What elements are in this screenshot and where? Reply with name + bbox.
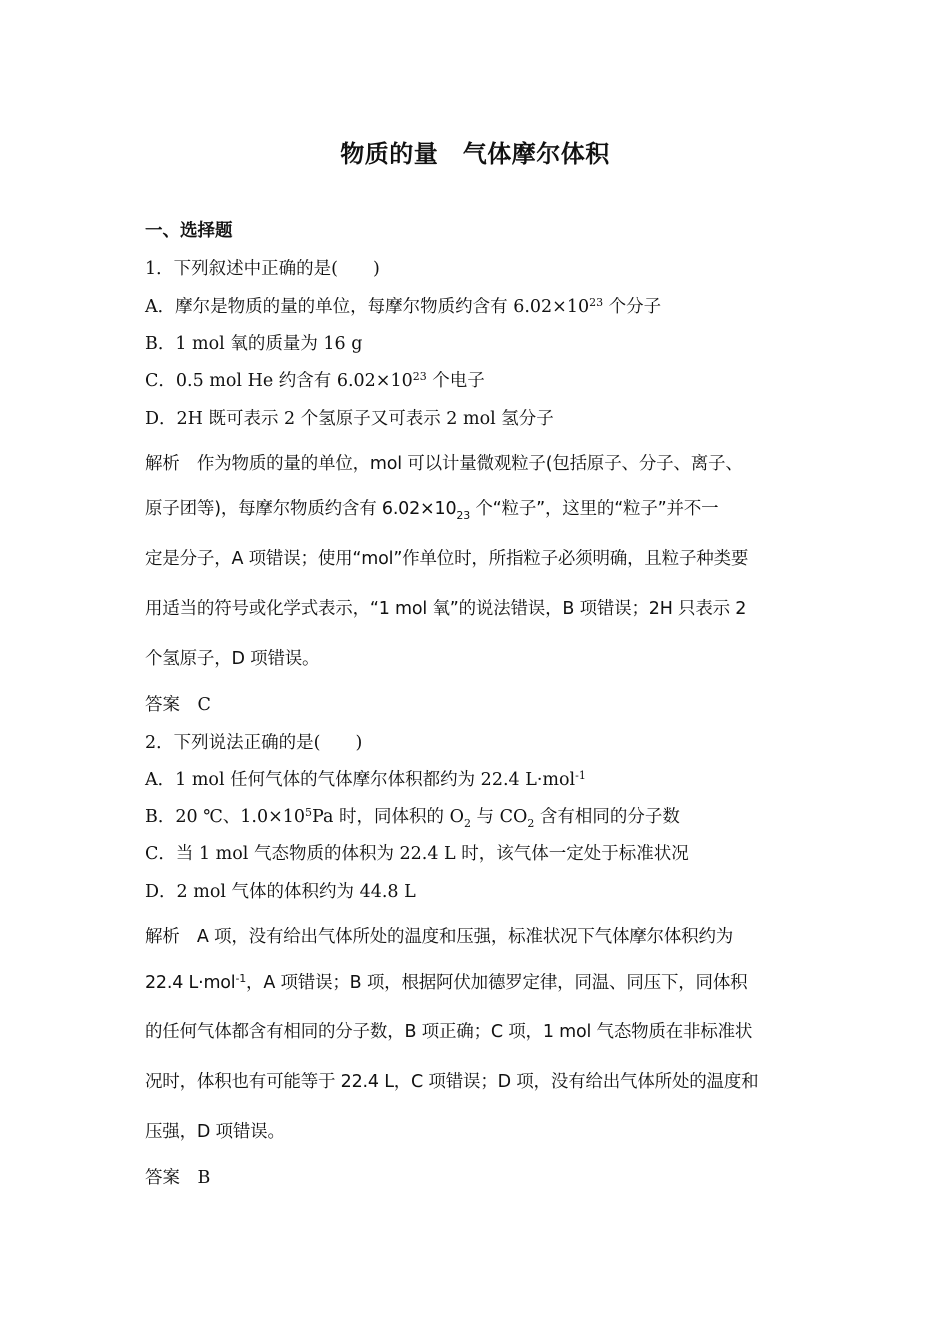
question-1-option-c bbox=[145, 370, 485, 392]
option-a-text: A．1 mol 任何气体的气体摩尔体积都约为 22.4 L·mol bbox=[145, 770, 576, 790]
question-2-analysis-line-2 bbox=[145, 972, 747, 994]
exponent: -1 bbox=[575, 769, 586, 782]
exponent: 23 bbox=[412, 370, 427, 383]
exponent: 23 bbox=[456, 509, 470, 522]
analysis-text: 作为物质的量的单位，mol 可以计量微观粒子(包括原子、分子、离子、 bbox=[196, 454, 743, 474]
question-2-analysis-line-3: 的任何气体都含有相同的分子数，B 项正确；C 项，1 mol 气态物质在非标准状 bbox=[145, 1022, 753, 1042]
question-1-option-d: D．2H 既可表示 2 个氢原子又可表示 2 mol 氢分子 bbox=[145, 409, 554, 429]
option-a-text-end: 个分子 bbox=[603, 297, 662, 317]
question-2-analysis-line-1 bbox=[145, 926, 733, 948]
answer-value: C bbox=[197, 695, 211, 715]
question-1-analysis-line-3: 定是分子，A 项错误；使用“mol”作单位时，所指粒子必须明确，且粒子种类要 bbox=[145, 549, 749, 569]
question-1-analysis-line-4: 用适当的符号或化学式表示，“1 mol 氧”的说法错误，B 项错误；2H 只表示 2 bbox=[145, 599, 747, 619]
answer-label: 答案 bbox=[145, 695, 180, 715]
option-b-text-mid: Pa 时，同体积的 O bbox=[312, 807, 464, 827]
analysis-label: 解析 bbox=[145, 454, 180, 474]
question-1-analysis-line-5: 个氢原子，D 项错误。 bbox=[145, 649, 320, 669]
question-1-option-b: B．1 mol 氧的质量为 16 g bbox=[145, 334, 363, 354]
answer-label: 答案 bbox=[145, 1168, 180, 1188]
question-1-stem: 1．下列叙述中正确的是( ) bbox=[145, 259, 380, 279]
option-b-text-mid-2: 与 CO bbox=[470, 807, 528, 827]
question-2-option-b bbox=[145, 806, 680, 828]
question-1-analysis-line-1 bbox=[145, 453, 743, 475]
question-1-answer bbox=[145, 694, 211, 716]
analysis-text-end: ，A 项错误；B 项，根据阿伏加德罗定律，同温、同压下，同体积 bbox=[246, 973, 748, 993]
question-1-analysis-line-2 bbox=[145, 498, 718, 520]
question-2-option-a bbox=[145, 769, 586, 791]
subscript: 2 bbox=[527, 817, 535, 830]
option-a-text: A．摩尔是物质的量的单位，每摩尔物质约含有 6.02×10 bbox=[145, 297, 590, 317]
exponent: -1 bbox=[235, 972, 247, 985]
question-2-option-c: C．当 1 mol 气态物质的体积为 22.4 L 时，该气体一定处于标准状况 bbox=[145, 844, 689, 864]
answer-value: B bbox=[197, 1168, 211, 1188]
subscript: 2 bbox=[463, 817, 471, 830]
analysis-text-end: 个“粒子”，这里的“粒子”并不一 bbox=[470, 499, 719, 519]
section-heading: 一、选择题 bbox=[145, 221, 233, 241]
question-2-option-d: D．2 mol 气体的体积约为 44.8 L bbox=[145, 882, 416, 902]
question-2-answer bbox=[145, 1167, 210, 1189]
analysis-text: A 项，没有给出气体所处的温度和压强，标准状况下气体摩尔体积约为 bbox=[196, 927, 734, 947]
analysis-text: 22.4 L·mol bbox=[145, 973, 236, 993]
question-2-analysis-line-4: 况时，体积也有可能等于 22.4 L，C 项错误；D 项，没有给出气体所处的温度和 bbox=[145, 1072, 759, 1092]
exponent: 5 bbox=[305, 806, 313, 819]
option-c-text-end: 个电子 bbox=[426, 371, 485, 391]
exponent: 23 bbox=[589, 296, 604, 309]
analysis-label: 解析 bbox=[145, 927, 180, 947]
option-b-text-end: 含有相同的分子数 bbox=[534, 807, 680, 827]
question-2-analysis-line-5: 压强，D 项错误。 bbox=[145, 1122, 285, 1142]
option-b-text: B．20 ℃、1.0×10 bbox=[145, 807, 306, 827]
page-title: 物质的量 气体摩尔体积 bbox=[340, 140, 610, 168]
question-2-stem: 2．下列说法正确的是( ) bbox=[145, 733, 363, 753]
option-c-text: C．0.5 mol He 约含有 6.02×10 bbox=[145, 371, 413, 391]
question-1-option-a bbox=[145, 296, 661, 318]
analysis-text: 原子团等)，每摩尔物质约含有 6.02×10 bbox=[145, 499, 457, 519]
